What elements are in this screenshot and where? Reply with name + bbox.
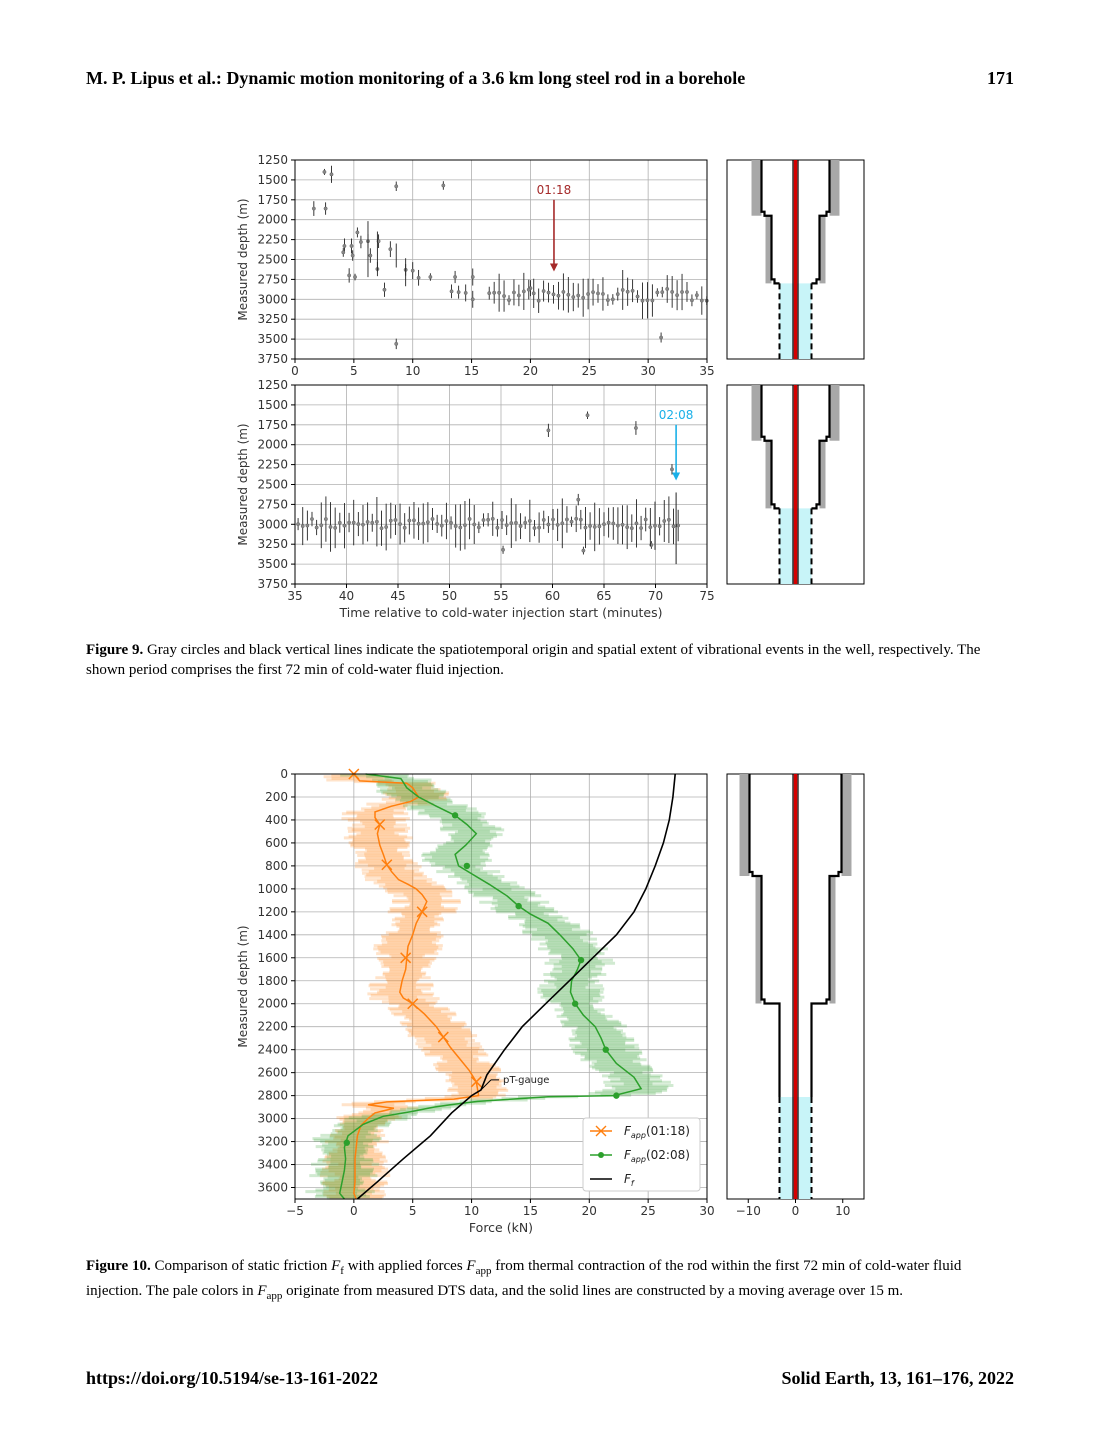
event-origin-point xyxy=(644,518,647,521)
event-origin-point xyxy=(670,468,673,471)
y-tick-label: 1000 xyxy=(257,881,288,896)
event-origin-point xyxy=(517,294,520,297)
event-origin-point xyxy=(528,519,531,522)
event-origin-point xyxy=(625,525,628,528)
series-marker-dot xyxy=(578,957,584,963)
y-tick-label: 1400 xyxy=(257,927,288,942)
event-origin-point xyxy=(408,519,411,522)
outer-casing xyxy=(830,385,840,441)
y-tick-label: 1750 xyxy=(257,192,288,207)
x-axis-label: Time relative to cold-water injection start (minutes) xyxy=(339,605,663,620)
x-tick-label: 15 xyxy=(463,364,480,378)
event-origin-point xyxy=(542,518,545,521)
event-origin-point xyxy=(482,518,485,521)
ff-symbol: F xyxy=(331,1258,341,1274)
event-origin-point xyxy=(631,289,634,292)
annotation-arrow-head xyxy=(672,473,680,481)
event-origin-point xyxy=(551,518,554,521)
event-origin-point xyxy=(343,524,346,527)
event-origin-point xyxy=(685,290,688,293)
x-tick-label: 70 xyxy=(647,589,664,603)
event-origin-point xyxy=(532,292,535,295)
outer-casing xyxy=(842,774,852,876)
event-origin-point xyxy=(488,291,491,294)
series-marker-dot xyxy=(452,812,458,818)
event-origin-point xyxy=(492,291,495,294)
y-tick-label: 3250 xyxy=(257,537,288,552)
event-origin-point xyxy=(306,524,309,527)
event-origin-point xyxy=(375,520,378,523)
event-origin-point xyxy=(371,521,374,524)
event-origin-point xyxy=(338,521,341,524)
y-tick-label: 2250 xyxy=(257,232,288,247)
event-origin-point xyxy=(570,520,573,523)
outer-casing xyxy=(752,385,762,441)
fapp-symbol: F xyxy=(466,1258,476,1274)
event-origin-point xyxy=(552,293,555,296)
event-origin-point xyxy=(586,292,589,295)
event-origin-point xyxy=(666,287,669,290)
event-origin-point xyxy=(561,522,564,525)
event-origin-point xyxy=(547,429,550,432)
x-tick-label: 20 xyxy=(581,1204,597,1218)
outer-casing xyxy=(830,160,840,216)
event-origin-point xyxy=(366,520,369,523)
fapp-subscript-2: app xyxy=(266,1290,283,1302)
event-origin-point xyxy=(347,274,350,277)
event-origin-point xyxy=(695,293,698,296)
y-tick-label: 2500 xyxy=(257,477,288,492)
event-origin-point xyxy=(384,525,387,528)
y-tick-label: 0 xyxy=(280,767,288,781)
event-origin-point xyxy=(497,291,500,294)
event-origin-point xyxy=(667,518,670,521)
y-tick-label: 3000 xyxy=(257,1111,288,1126)
y-tick-label: 3000 xyxy=(257,292,288,307)
x-tick-label: 50 xyxy=(441,589,458,603)
arrow-time-label: 02:08 xyxy=(658,407,694,422)
event-origin-point xyxy=(675,293,678,296)
event-origin-point xyxy=(502,294,505,297)
event-origin-point xyxy=(547,523,550,526)
x-tick-label: 40 xyxy=(338,589,355,603)
legend-label: $F_{app}(02:08)$ xyxy=(624,1148,690,1164)
x-tick-label: 25 xyxy=(640,1204,656,1218)
outer-casing xyxy=(740,774,750,876)
event-origin-point xyxy=(324,517,327,520)
y-tick-label: 3500 xyxy=(257,557,288,572)
y-axis-label: Measured depth (m) xyxy=(236,423,250,546)
y-axis-label: Measured depth (m) xyxy=(236,198,250,321)
event-origin-point xyxy=(527,288,530,291)
event-origin-point xyxy=(471,298,474,301)
event-origin-point xyxy=(403,526,406,529)
event-origin-point xyxy=(672,525,675,528)
event-origin-point xyxy=(601,292,604,295)
event-origin-point xyxy=(616,524,619,527)
outer-casing xyxy=(752,160,762,216)
event-origin-point xyxy=(445,519,448,522)
series-marker-dot xyxy=(603,1046,609,1052)
event-origin-point xyxy=(661,290,664,293)
y-axis-label: Measured depth (m) xyxy=(236,925,250,1048)
series-marker-dot xyxy=(572,1001,578,1007)
doi-link[interactable]: https://doi.org/10.5194/se-13-161-2022 xyxy=(86,1368,378,1388)
figure-10-caption-label: Figure 10. xyxy=(86,1258,151,1274)
y-tick-label: 800 xyxy=(265,858,288,873)
event-origin-point xyxy=(507,298,510,301)
x-tick-label: 35 xyxy=(699,364,715,378)
event-origin-point xyxy=(380,527,383,530)
event-origin-point xyxy=(621,288,624,291)
fig10-well-schematic xyxy=(727,774,864,1218)
event-origin-point xyxy=(315,526,318,529)
event-origin-point xyxy=(352,521,355,524)
event-origin-point xyxy=(417,522,420,525)
event-origin-point xyxy=(579,518,582,521)
event-origin-point xyxy=(310,517,313,520)
event-origin-point xyxy=(442,184,445,187)
event-origin-point xyxy=(450,290,453,293)
event-origin-point xyxy=(626,290,629,293)
event-origin-point xyxy=(473,523,476,526)
x-tick-label: −5 xyxy=(286,1204,304,1218)
event-origin-point xyxy=(641,299,644,302)
event-origin-point xyxy=(468,517,471,520)
event-origin-point xyxy=(422,522,425,525)
x-tick-label: 5 xyxy=(350,364,358,378)
y-tick-label: 2250 xyxy=(257,457,288,472)
event-origin-point xyxy=(700,299,703,302)
x-tick-label: 65 xyxy=(596,589,612,603)
event-origin-point xyxy=(586,414,589,417)
event-origin-point xyxy=(582,549,585,552)
y-tick-label: 1800 xyxy=(257,973,288,988)
y-tick-label: 1750 xyxy=(257,417,288,432)
arrow-time-label: 01:18 xyxy=(536,182,572,197)
event-origin-point xyxy=(635,522,638,525)
event-origin-point xyxy=(636,295,639,298)
y-tick-label: 2750 xyxy=(257,272,288,287)
y-tick-label: 3500 xyxy=(257,332,288,347)
event-origin-point xyxy=(435,522,438,525)
event-origin-point xyxy=(412,519,415,522)
event-origin-point xyxy=(347,521,350,524)
y-tick-label: 2200 xyxy=(257,1019,288,1034)
event-origin-point xyxy=(440,524,443,527)
x-tick-label: 0 xyxy=(350,1204,358,1218)
event-origin-point xyxy=(357,522,360,525)
event-origin-point xyxy=(524,521,527,524)
event-origin-point xyxy=(398,522,401,525)
caption-part-2: with applied forces xyxy=(343,1258,467,1274)
y-tick-label: 2800 xyxy=(257,1088,288,1103)
event-origin-point xyxy=(514,521,517,524)
x-tick-label: 30 xyxy=(640,364,656,378)
x-tick-label: 10 xyxy=(405,364,421,378)
event-origin-point xyxy=(389,247,392,250)
event-origin-point xyxy=(556,523,559,526)
event-origin-point xyxy=(565,518,568,521)
event-origin-point xyxy=(454,524,457,527)
event-origin-point xyxy=(356,231,359,234)
event-origin-point xyxy=(581,296,584,299)
legend-label: $F_f$ xyxy=(624,1172,634,1188)
x-tick-label: 10 xyxy=(835,1204,851,1218)
fig9-top-plot xyxy=(236,153,715,378)
y-tick-label: 2400 xyxy=(257,1042,288,1057)
legend-marker-dot xyxy=(598,1152,604,1158)
event-origin-point xyxy=(676,524,679,527)
x-tick-label: 35 xyxy=(287,589,303,603)
fapp-symbol-2: F xyxy=(257,1283,267,1299)
event-origin-point xyxy=(359,240,362,243)
event-origin-point xyxy=(639,526,642,529)
event-origin-point xyxy=(616,292,619,295)
event-origin-point xyxy=(649,525,652,528)
event-origin-point xyxy=(562,290,565,293)
caption-part-3: from thermal contraction of the rod within the first 72 min of cold-water fluid injection. The pale colors in xyxy=(86,1258,962,1299)
event-origin-point xyxy=(389,519,392,522)
event-origin-point xyxy=(394,518,397,521)
fapp-subscript: app xyxy=(475,1265,492,1277)
event-origin-point xyxy=(395,185,398,188)
series-marker-dot xyxy=(464,863,470,869)
y-tick-label: 1250 xyxy=(257,378,288,392)
event-origin-point xyxy=(383,288,386,291)
event-origin-point xyxy=(471,275,474,278)
y-tick-label: 1500 xyxy=(257,397,288,412)
event-origin-point xyxy=(680,290,683,293)
event-origin-point xyxy=(512,291,515,294)
y-tick-label: 2000 xyxy=(257,437,288,452)
ff-subscript: f xyxy=(340,1265,344,1277)
fig10-force-plot xyxy=(236,767,715,1235)
y-tick-label: 3750 xyxy=(257,577,288,591)
event-origin-point xyxy=(301,524,304,527)
event-origin-point xyxy=(353,275,356,278)
event-origin-point xyxy=(670,290,673,293)
event-origin-point xyxy=(296,522,299,525)
event-origin-point xyxy=(593,525,596,528)
event-origin-point xyxy=(567,293,570,296)
event-origin-point xyxy=(658,525,661,528)
y-tick-label: 400 xyxy=(265,812,288,827)
figure-9 xyxy=(0,0,1102,640)
event-origin-point xyxy=(323,170,326,173)
event-origin-point xyxy=(369,254,372,257)
y-tick-label: 1250 xyxy=(257,153,288,167)
event-origin-point xyxy=(621,523,624,526)
event-origin-point xyxy=(500,518,503,521)
figure-9-caption-label: Figure 9. xyxy=(86,642,144,658)
event-origin-point xyxy=(426,520,429,523)
event-origin-point xyxy=(588,524,591,527)
event-origin-point xyxy=(463,524,466,527)
figure-10-caption xyxy=(86,1256,1016,1306)
y-tick-label: 2500 xyxy=(257,252,288,267)
event-origin-point xyxy=(651,299,654,302)
event-origin-point xyxy=(659,336,662,339)
event-origin-point xyxy=(598,525,601,528)
event-origin-point xyxy=(501,548,504,551)
y-tick-label: 1600 xyxy=(257,950,288,965)
fig9-bottom-plot xyxy=(236,378,715,620)
event-origin-point xyxy=(351,254,354,257)
event-origin-point xyxy=(395,342,398,345)
event-origin-point xyxy=(653,524,656,527)
journal-citation: Solid Earth, 13, 161–176, 2022 xyxy=(781,1368,1014,1388)
figure-9-caption-text: Gray circles and black vertical lines indicate the spatiotemporal origin and spatial extent of vibrational events in the well, respectively. The shown period comprises the first 72 min of cold-water fluid injection. xyxy=(86,642,981,678)
event-origin-point xyxy=(431,517,434,520)
event-origin-point xyxy=(611,298,614,301)
pt-gauge-label: pT-gauge xyxy=(502,1074,550,1086)
event-origin-point xyxy=(464,291,467,294)
event-origin-point xyxy=(690,299,693,302)
series-marker-dot xyxy=(515,903,521,909)
legend xyxy=(583,1118,700,1191)
event-origin-point xyxy=(606,298,609,301)
event-origin-point xyxy=(457,290,460,293)
x-tick-label: 25 xyxy=(581,364,597,378)
event-origin-point xyxy=(634,426,637,429)
x-tick-label: 45 xyxy=(390,589,406,603)
event-origin-point xyxy=(533,526,536,529)
event-origin-point xyxy=(630,526,633,529)
x-tick-label: 30 xyxy=(699,1204,715,1218)
event-origin-point xyxy=(477,526,480,529)
x-tick-label: 75 xyxy=(699,589,715,603)
event-origin-point xyxy=(453,275,456,278)
event-origin-point xyxy=(324,207,327,210)
x-tick-label: 55 xyxy=(493,589,509,603)
event-origin-point xyxy=(329,525,332,528)
event-origin-point xyxy=(574,517,577,520)
event-origin-point xyxy=(542,289,545,292)
event-origin-point xyxy=(411,269,414,272)
event-origin-point xyxy=(491,517,494,520)
y-tick-label: 2000 xyxy=(257,212,288,227)
x-tick-label: −10 xyxy=(735,1204,761,1218)
x-tick-label: 0 xyxy=(791,1204,800,1218)
event-origin-point xyxy=(449,521,452,524)
event-origin-point xyxy=(505,523,508,526)
x-tick-label: 0 xyxy=(291,364,299,378)
y-tick-label: 200 xyxy=(265,789,288,804)
event-origin-point xyxy=(312,207,315,210)
event-origin-point xyxy=(572,295,575,298)
event-origin-point xyxy=(417,276,420,279)
fig9-bottom-well-schematic xyxy=(727,385,864,584)
y-tick-label: 600 xyxy=(265,835,288,850)
event-origin-point xyxy=(350,244,353,247)
event-origin-point xyxy=(320,524,323,527)
event-origin-point xyxy=(584,526,587,529)
event-origin-point xyxy=(343,244,346,247)
event-origin-point xyxy=(577,498,580,501)
event-origin-point xyxy=(522,290,525,293)
event-origin-point xyxy=(557,294,560,297)
event-origin-point xyxy=(519,524,522,527)
y-tick-label: 3200 xyxy=(257,1134,288,1149)
legend-label: $F_{app}(01:18)$ xyxy=(624,1124,690,1140)
x-tick-label: 5 xyxy=(408,1204,417,1218)
event-origin-point xyxy=(510,521,513,524)
event-origin-point xyxy=(496,526,499,529)
event-origin-point xyxy=(330,173,333,176)
event-origin-point xyxy=(547,291,550,294)
event-origin-point xyxy=(486,518,489,521)
figure-9-caption xyxy=(86,640,1016,680)
event-origin-point xyxy=(429,275,432,278)
caption-part-4: originate from measured DTS data, and the solid lines are constructed by a moving average over 15 m. xyxy=(282,1283,904,1299)
event-origin-point xyxy=(459,526,462,529)
y-tick-label: 3400 xyxy=(257,1157,288,1172)
y-tick-label: 3750 xyxy=(257,352,288,366)
event-origin-point xyxy=(663,519,666,522)
event-origin-point xyxy=(361,523,364,526)
series-marker-dot xyxy=(344,1140,350,1146)
running-title: M. P. Lipus et al.: Dynamic motion monitoring of a 3.6 km long steel rod in a borehole xyxy=(86,68,746,88)
event-origin-point xyxy=(333,526,336,529)
event-origin-point xyxy=(591,290,594,293)
event-origin-point xyxy=(577,294,580,297)
y-tick-label: 2750 xyxy=(257,497,288,512)
y-tick-label: 1500 xyxy=(257,172,288,187)
y-tick-label: 3600 xyxy=(257,1180,288,1195)
event-origin-point xyxy=(596,292,599,295)
x-axis-label: Force (kN) xyxy=(468,1220,534,1235)
caption-part-1: Comparison of static friction xyxy=(154,1258,332,1274)
event-origin-point xyxy=(612,522,615,525)
event-origin-point xyxy=(537,526,540,529)
y-tick-label: 1200 xyxy=(257,904,288,919)
y-tick-label: 3000 xyxy=(257,517,288,532)
annotation-arrow-head xyxy=(550,263,558,271)
x-tick-label: 10 xyxy=(463,1204,480,1218)
series-marker-dot xyxy=(613,1092,619,1098)
figure-10 xyxy=(0,760,1102,1240)
event-origin-point xyxy=(537,299,540,302)
x-tick-label: 60 xyxy=(544,589,561,603)
event-origin-point xyxy=(646,299,649,302)
event-origin-point xyxy=(342,251,345,254)
page-number: 171 xyxy=(987,68,1014,88)
x-tick-label: 20 xyxy=(522,364,539,378)
y-tick-label: 3250 xyxy=(257,312,288,327)
fig9-top-well-schematic xyxy=(727,160,864,359)
event-origin-point xyxy=(656,291,659,294)
event-origin-point xyxy=(607,521,610,524)
x-tick-label: 15 xyxy=(522,1204,539,1218)
y-tick-label: 2600 xyxy=(257,1065,288,1080)
event-origin-point xyxy=(602,522,605,525)
y-tick-label: 2000 xyxy=(257,996,288,1011)
